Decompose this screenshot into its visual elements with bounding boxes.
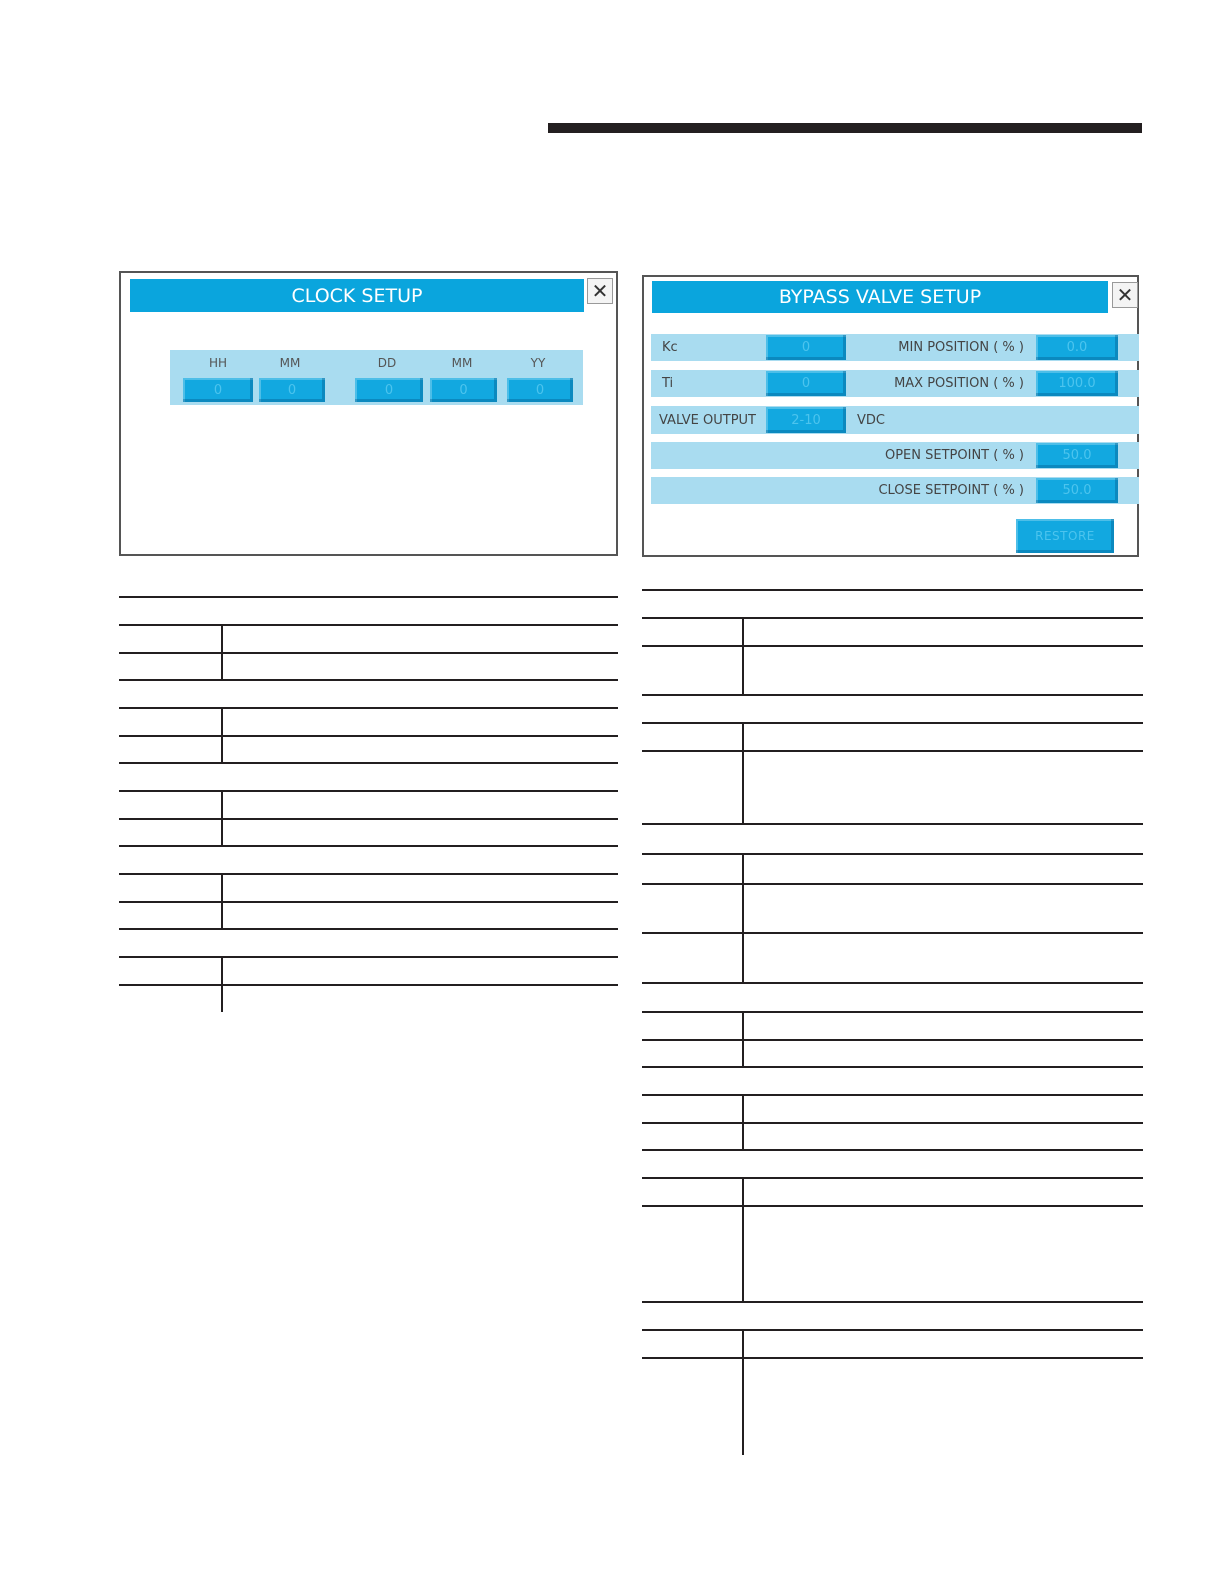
table-rule — [119, 818, 618, 820]
clock-header-hour: HH — [208, 356, 228, 370]
table-divider — [742, 1329, 744, 1455]
table-rule — [642, 932, 1143, 934]
open-setpoint-input[interactable]: 50.0 — [1036, 443, 1118, 468]
clock-setup-panel — [119, 271, 618, 556]
table-rule — [119, 735, 618, 737]
table-rule — [642, 1357, 1143, 1359]
table-rule — [642, 1205, 1143, 1207]
table-divider — [221, 790, 223, 846]
close-icon[interactable]: ✕ — [587, 278, 613, 304]
table-rule — [119, 984, 618, 986]
year-input[interactable]: 0 — [507, 378, 573, 402]
clock-header-day: DD — [377, 356, 397, 370]
table-rule — [642, 1301, 1143, 1303]
clock-setup-title: CLOCK SETUP — [130, 279, 584, 312]
table-rule — [642, 1066, 1143, 1068]
table-rule — [642, 853, 1143, 855]
table-rule — [119, 652, 618, 654]
valve-output-unit: VDC — [857, 412, 885, 428]
max-position-label: MAX POSITION ( % ) — [894, 376, 1024, 391]
ti-label: Ti — [662, 376, 674, 391]
table-rule — [642, 750, 1143, 752]
close-icon[interactable]: ✕ — [1112, 282, 1138, 308]
close-setpoint-label: CLOSE SETPOINT ( % ) — [878, 483, 1024, 498]
table-rule — [119, 707, 618, 709]
hour-input[interactable]: 0 — [183, 378, 253, 402]
table-rule — [642, 1177, 1143, 1179]
table-rule — [642, 694, 1143, 696]
max-position-input[interactable]: 100.0 — [1036, 371, 1118, 396]
table-divider — [742, 722, 744, 824]
restore-button[interactable]: RESTORE — [1016, 519, 1114, 553]
table-rule — [642, 1011, 1143, 1013]
clock-header-minute: MM — [279, 356, 301, 370]
bypass-valve-setup-panel — [642, 275, 1139, 557]
close-setpoint-input[interactable]: 50.0 — [1036, 478, 1118, 503]
table-rule — [642, 1039, 1143, 1041]
table-divider — [221, 707, 223, 763]
table-rule — [119, 624, 618, 626]
table-rule — [119, 790, 618, 792]
kc-input[interactable]: 0 — [766, 335, 846, 360]
table-divider — [221, 624, 223, 680]
table-rule — [642, 1122, 1143, 1124]
table-rule — [119, 928, 618, 930]
clock-header-year: YY — [530, 356, 546, 370]
table-rule — [642, 1329, 1143, 1331]
day-input[interactable]: 0 — [355, 378, 423, 402]
table-rule — [642, 645, 1143, 647]
table-rule — [119, 845, 618, 847]
table-rule — [119, 679, 618, 681]
table-rule — [119, 596, 618, 598]
table-rule — [642, 1094, 1143, 1096]
open-setpoint-label: OPEN SETPOINT ( % ) — [884, 448, 1024, 463]
clock-header-month: MM — [451, 356, 473, 370]
header-rule — [548, 123, 1142, 133]
table-divider — [221, 956, 223, 1012]
ti-input[interactable]: 0 — [766, 371, 846, 396]
minute-input[interactable]: 0 — [259, 378, 325, 402]
table-divider — [742, 1094, 744, 1150]
table-rule — [642, 1149, 1143, 1151]
month-input[interactable]: 0 — [430, 378, 497, 402]
table-divider — [742, 1011, 744, 1067]
table-rule — [119, 762, 618, 764]
table-rule — [119, 873, 618, 875]
valve-output-select[interactable]: 2-10 — [766, 407, 846, 433]
table-rule — [642, 823, 1143, 825]
table-divider — [742, 853, 744, 983]
table-rule — [642, 883, 1143, 885]
table-divider — [221, 873, 223, 929]
min-position-label: MIN POSITION ( % ) — [898, 340, 1024, 355]
bypass-valve-setup-title: BYPASS VALVE SETUP — [652, 281, 1108, 313]
table-rule — [642, 982, 1143, 984]
table-rule — [119, 901, 618, 903]
table-rule — [642, 722, 1143, 724]
table-rule — [119, 956, 618, 958]
min-position-input[interactable]: 0.0 — [1036, 335, 1118, 360]
table-divider — [742, 1177, 744, 1302]
table-rule — [642, 589, 1143, 591]
table-divider — [742, 617, 744, 695]
valve-output-label: VALVE OUTPUT — [659, 412, 756, 428]
table-rule — [642, 617, 1143, 619]
kc-label: Kc — [662, 340, 678, 355]
